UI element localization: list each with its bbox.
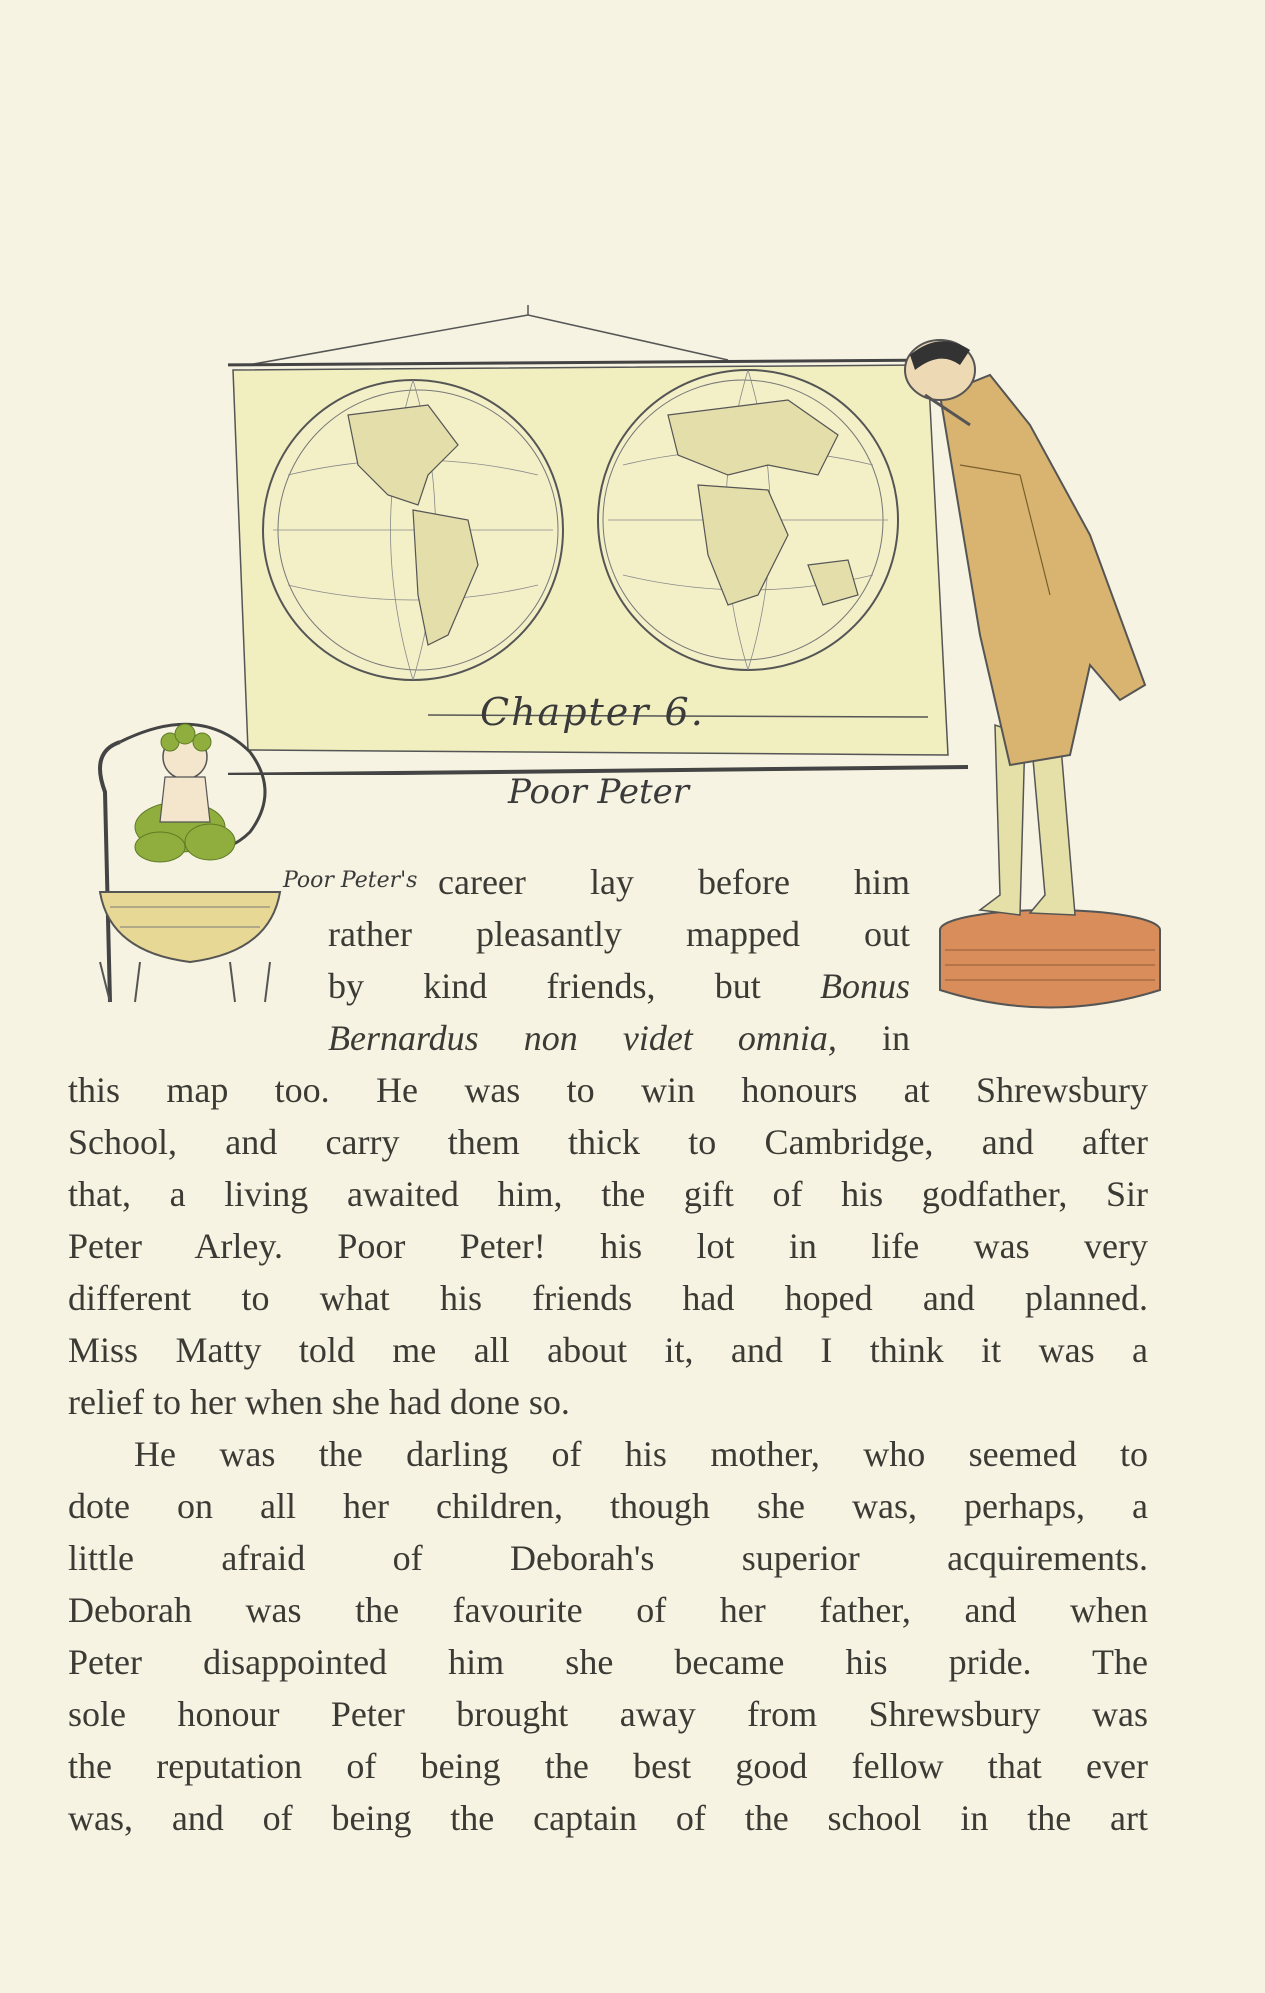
- chapter-title: Poor Peter: [508, 772, 690, 812]
- body-line: was, and of being the captain of the school in the art: [68, 1798, 1148, 1838]
- man-drawing: [900, 335, 1170, 1015]
- dropcap-p-illustration: [80, 712, 310, 1012]
- dropcap-drawing: [80, 712, 310, 1012]
- body-line: this map too. He was to win honours at Shrewsbury: [68, 1070, 1148, 1110]
- body-line: different to what his friends had hoped and planned.: [68, 1278, 1148, 1318]
- body-line: that, a living awaited him, the gift of his godfather, Sir: [68, 1174, 1148, 1214]
- body-line: rather pleasantly mapped out: [328, 914, 910, 954]
- body-line: relief to her when she had done so.: [68, 1382, 570, 1422]
- body-line: Peter Arley. Poor Peter! his lot in life was very: [68, 1226, 1148, 1266]
- dropcap-lead-text: Poor Peter's: [283, 868, 418, 893]
- body-line: by kind friends, but Bonus: [328, 966, 910, 1006]
- body-line: Deborah was the favourite of her father, and when: [68, 1590, 1148, 1630]
- body-line: little afraid of Deborah's superior acquirements.: [68, 1538, 1148, 1578]
- body-line: School, and carry them thick to Cambridge, and after: [68, 1122, 1148, 1162]
- body-line: the reputation of being the best good fellow that ever: [68, 1746, 1148, 1786]
- body-line: dote on all her children, though she was, perhaps, a: [68, 1486, 1148, 1526]
- chapter-heading: Chapter 6.: [480, 690, 705, 734]
- body-line: Peter disappointed him she became his pride. The: [68, 1642, 1148, 1682]
- body-line: He was the darling of his mother, who seemed to: [134, 1434, 1148, 1474]
- man-illustration: [900, 335, 1170, 1015]
- body-line: career lay before him: [438, 862, 910, 902]
- body-line: Miss Matty told me all about it, and I think it was a: [68, 1330, 1148, 1370]
- body-line: Bernardus non videt omnia, in: [328, 1018, 910, 1058]
- body-line: sole honour Peter brought away from Shrewsbury was: [68, 1694, 1148, 1734]
